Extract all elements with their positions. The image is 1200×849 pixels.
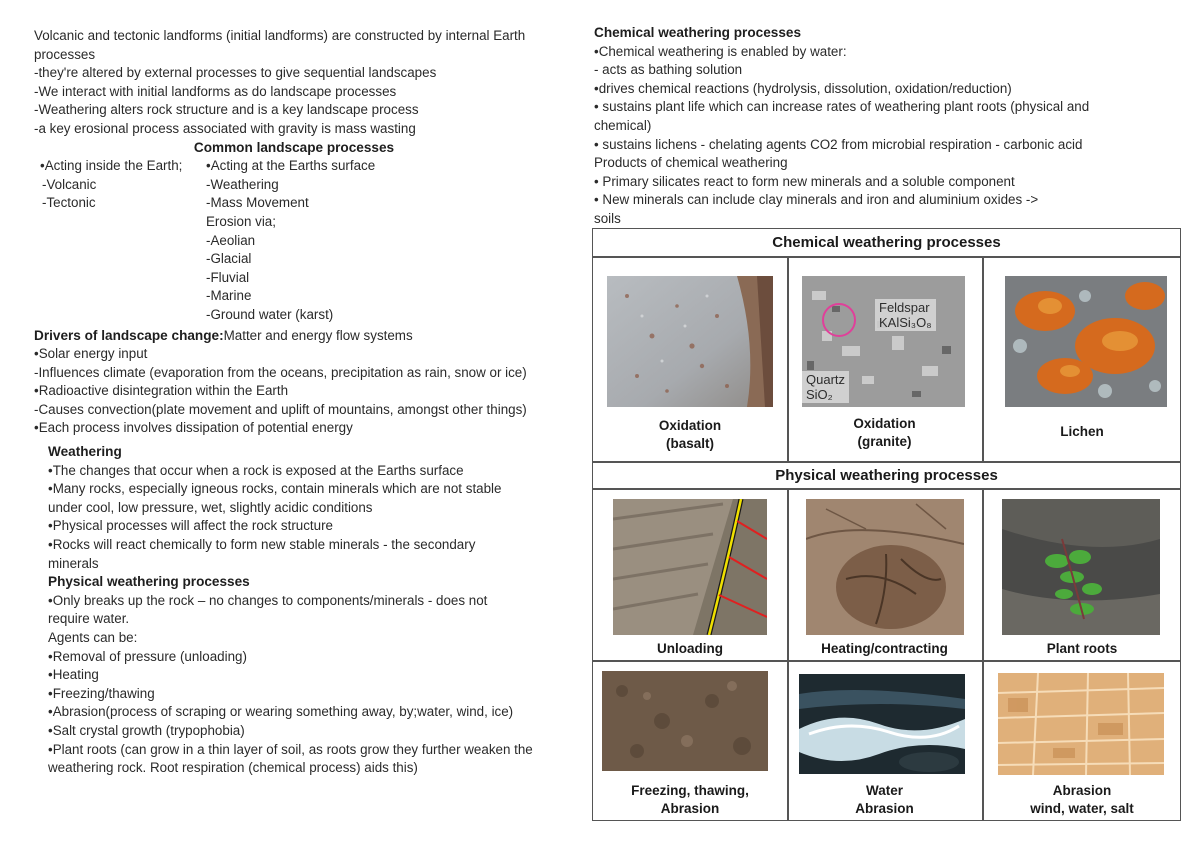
surface-item: -Fluvial (206, 269, 250, 285)
inside-earth-item: -Volcanic (42, 176, 97, 192)
chemical-line: • sustains plant life which can increase rates of weathering plant roots (physical and (594, 99, 1090, 115)
divider (593, 461, 1180, 463)
wind-water-salt-abrasion-photo (998, 673, 1164, 775)
inside-earth-item: -Tectonic (42, 195, 96, 211)
surface-item: -Ground water (karst) (206, 306, 334, 322)
caption-line: Lichen (1060, 424, 1104, 439)
surface-list (206, 157, 586, 324)
physical-line: •Salt crystal growth (trypophobia) (48, 722, 245, 738)
surface-item: -Weathering (206, 176, 279, 192)
physical-section (34, 573, 586, 778)
drivers-line: •Radioactive disintegration within the Earth (34, 383, 289, 399)
weathering-heading: Weathering (48, 444, 122, 460)
chemical-figure-title: Chemical weathering processes (772, 234, 1001, 251)
chemical-line: • sustains lichens - chelating agents CO2 from microbial respiration - carbonic acid (594, 136, 1083, 152)
caption-line: Water (865, 783, 903, 798)
divider (593, 660, 1180, 662)
wind-water-salt-caption (982, 782, 1182, 818)
right-column (594, 24, 1194, 229)
surface-item: -Marine (206, 288, 252, 304)
chemical-line: • Primary silicates react to form new minerals and a soluble component (594, 173, 1015, 189)
granite-caption (787, 415, 982, 451)
quartz-name: Quartz (806, 372, 846, 387)
feldspar-label (875, 299, 936, 331)
intro-bullet: -We interact with initial landforms as do landscape processes (34, 83, 397, 99)
caption-line: Unloading (657, 641, 723, 656)
drivers-line: -Causes convection(plate movement and uplift of mountains, amongst other things) (34, 401, 527, 417)
lichen-caption (982, 423, 1182, 441)
basalt-oxidation-photo (607, 276, 773, 407)
intro-bullet: -a key erosional process associated with gravity is mass wasting (34, 120, 416, 136)
drivers-heading-line (34, 327, 586, 346)
chemical-line: • New minerals can include clay minerals and iron and aluminium oxides -> (594, 192, 1039, 208)
chemical-line: Products of chemical weathering (594, 155, 788, 171)
intro-bullet: -they're altered by external processes to give sequential landscapes (34, 65, 437, 81)
caption-line: Plant roots (1046, 641, 1118, 656)
weathering-line: •The changes that occur when a rock is exposed at the Earths surface (48, 462, 464, 478)
surface-item: •Acting at the Earths surface (206, 158, 376, 174)
physical-line: weathering rock. Root respiration (chemical process) aids this) (48, 760, 418, 776)
physical-line: •Abrasion(process of scraping or wearing something away, by;water, wind, ice) (48, 704, 514, 720)
surface-item: Erosion via; (206, 213, 276, 229)
caption-line: wind, water, salt (1030, 801, 1134, 816)
lichen-photo (1005, 276, 1167, 407)
caption-line: Abrasion (1052, 783, 1112, 798)
divider (593, 256, 1180, 258)
chemical-heading: Chemical weathering processes (594, 25, 802, 40)
caption-line: (basalt) (665, 436, 714, 451)
intro-line: Volcanic and tectonic landforms (initial landforms) are constructed by internal Earth (34, 28, 526, 43)
left-column (34, 27, 586, 778)
intro-section (34, 27, 586, 139)
drivers-heading: Drivers of landscape change: (34, 327, 224, 343)
divider (593, 488, 1180, 490)
common-processes-heading: Common landscape processes (193, 139, 395, 155)
water-abrasion-photo (799, 674, 965, 774)
caption-line: Freezing, thawing, (631, 783, 749, 798)
common-processes-section (34, 139, 586, 325)
physical-line: Agents can be: (48, 630, 138, 645)
physical-line: •Removal of pressure (unloading) (48, 648, 247, 664)
chemical-line: - acts as bathing solution (594, 62, 743, 78)
weathering-line: •Physical processes will affect the rock structure (48, 518, 334, 534)
chemical-line: •drives chemical reactions (hydrolysis, dissolution, oxidation/reduction) (594, 80, 1012, 96)
physical-line: •Freezing/thawing (48, 685, 155, 701)
feldspar-formula: KAlSi₃O₈ (879, 315, 932, 330)
drivers-line: -Influences climate (evaporation from the oceans, precipitation as rain, snow or ice) (34, 364, 527, 380)
weathering-line: •Many rocks, especially igneous rocks, contain minerals which are not stable (48, 481, 502, 497)
chemical-line: soils (594, 210, 621, 226)
chemical-line: chemical) (594, 117, 652, 133)
intro-line: processes (34, 46, 96, 62)
surface-item: -Mass Movement (206, 195, 309, 211)
quartz-formula: SiO₂ (806, 387, 833, 402)
caption-line: Oxidation (853, 416, 916, 431)
feldspar-name: Feldspar (879, 300, 930, 315)
drivers-line: •Each process involves dissipation of potential energy (34, 420, 353, 436)
plant-roots-photo (1002, 499, 1160, 635)
drivers-heading-rest: Matter and energy flow systems (223, 327, 413, 343)
caption-line: Oxidation (658, 418, 722, 433)
chemical-line: •Chemical weathering is enabled by water: (594, 43, 847, 59)
intro-bullet: -Weathering alters rock structure and is a key landscape process (34, 102, 419, 118)
caption-line: (granite) (857, 434, 912, 449)
physical-figure-title: Physical weathering processes (775, 467, 998, 484)
inside-earth-item: •Acting inside the Earth; (40, 158, 183, 174)
heating-caption (787, 640, 982, 658)
weathering-line: •Rocks will react chemically to form new stable minerals - the secondary (48, 537, 476, 553)
unloading-caption (593, 640, 787, 658)
freezing-caption (593, 782, 787, 818)
physical-line: require water. (48, 611, 130, 627)
physical-line: •Plant roots (can grow in a thin layer of soil, as roots grow they further weaken the (48, 741, 533, 757)
water-abrasion-caption (787, 782, 982, 818)
heating-contracting-photo (806, 499, 964, 635)
unloading-photo (613, 499, 767, 635)
drivers-line: •Solar energy input (34, 346, 148, 362)
weathering-section (34, 443, 586, 573)
divider (982, 488, 984, 660)
physical-line: •Only breaks up the rock – no changes to components/minerals - does not (48, 592, 488, 608)
divider (787, 488, 789, 660)
plant-roots-caption (982, 640, 1182, 658)
caption-line: Abrasion (660, 801, 720, 816)
weathering-line: under cool, low pressure, wet, slightly acidic conditions (48, 499, 373, 515)
surface-item: -Glacial (206, 251, 252, 267)
caption-line: Abrasion (855, 801, 914, 816)
freezing-thawing-photo (602, 671, 768, 771)
physical-line: •Heating (48, 667, 99, 683)
basalt-caption (593, 417, 787, 453)
surface-item: -Aeolian (206, 232, 256, 248)
quartz-label (802, 371, 849, 403)
inside-earth-list (34, 157, 206, 324)
physical-heading: Physical weathering processes (48, 574, 250, 590)
weathering-figure (592, 228, 1181, 821)
weathering-line: minerals (48, 555, 99, 571)
drivers-section (34, 327, 586, 439)
caption-line: Heating/contracting (821, 641, 948, 656)
